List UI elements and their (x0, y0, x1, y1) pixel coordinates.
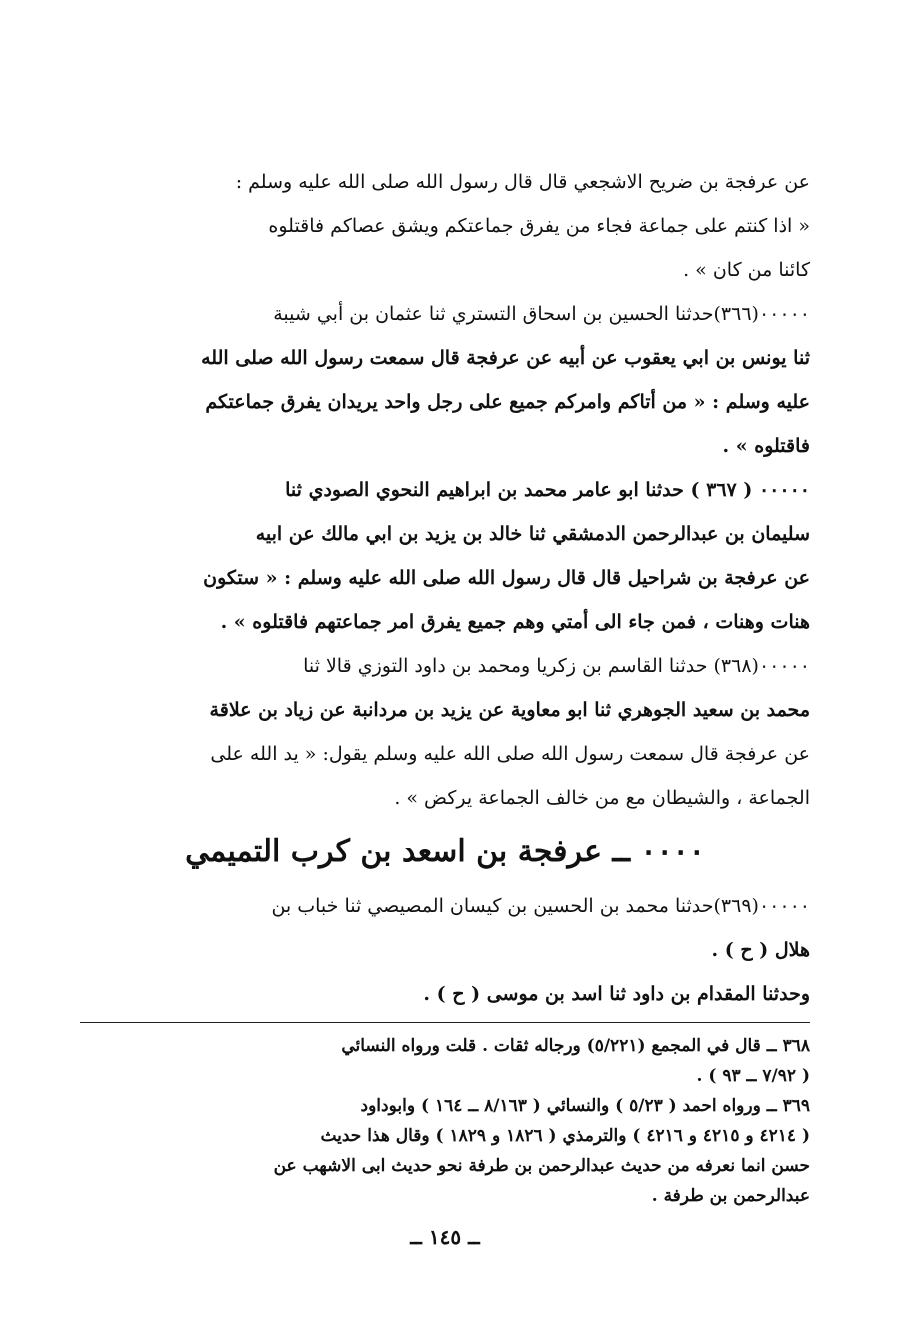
text-line: وحدثنا المقدام بن داود ثنا اسد بن موسى ( ح ) . (423, 983, 810, 1005)
hadith-366-line: ٠٠٠٠٠(٣٦٦)حدثنا الحسين بن اسحاق التستري ثنا عثمان بن أبي شيبة (273, 303, 810, 325)
text-line: عليه وسلم : « من أتاكم وامركم جميع على رجل واحد يريدان يفرق جماعتكم (205, 391, 810, 413)
text-line: محمد بن سعيد الجوهري ثنا ابو معاوية عن يزيد بن مردانبة عن زياد بن علاقة (209, 699, 810, 721)
footnote-line: ( ٤٢١٤ و ٤٢١٥ و ٤٢١٦ ) والترمذي ( ١٨٢٦ و ١٨٢٩ ) وقال هذا حديث (320, 1126, 810, 1146)
text-line: عن عرفجة بن ضريح الاشجعي قال قال رسول الله صلى الله عليه وسلم : (235, 171, 810, 193)
text-line: هنات وهنات ، فمن جاء الى أمتي وهم جميع يفرق امر جماعتهم فاقتلوه » . (220, 611, 810, 633)
text-line: ثنا يونس بن ابي يعقوب عن أبيه عن عرفجة قال سمعت رسول الله صلى الله (201, 347, 810, 369)
hadith-367-line: ٠٠٠٠٠ ( ٣٦٧ ) حدثنا ابو عامر محمد بن ابراهيم النحوي الصودي ثنا (285, 479, 810, 501)
text-line: « اذا كنتم على جماعة فجاء من يفرق جماعتكم ويشق عصاكم فاقتلوه (268, 215, 810, 237)
footnote-line: ٣٦٩ ــ ورواه احمد ( ٥/٢٣ ) والنسائي ( ٨/١٦٣ ــ ١٦٤ ) وابوداود (360, 1096, 810, 1116)
document-page (80, 160, 810, 1249)
text-line: عن عرفجة بن شراحيل قال قال رسول الله صلى الله عليه وسلم : « ستكون (203, 567, 810, 589)
text-line: كائنا من كان » . (683, 259, 810, 281)
text-line: الجماعة ، والشيطان مع من خالف الجماعة يركض » . (394, 787, 810, 809)
text-line: عن عرفجة قال سمعت رسول الله صلى الله عليه وسلم يقول: « يد الله على (210, 743, 810, 765)
page-number: ــ ١٤٥ ــ (410, 1225, 480, 1249)
footnote-line: ٣٦٨ ــ قال في المجمع (٥/٢٢١) ورجاله ثقات . قلت ورواه النسائي (341, 1036, 810, 1056)
text-line: سليمان بن عبدالرحمن الدمشقي ثنا خالد بن يزيد بن ابي مالك عن ابيه (255, 523, 810, 545)
footnotes (80, 1031, 810, 1211)
text-line: هلال ( ح ) . (711, 939, 810, 961)
text-line: فاقتلوه » . (722, 435, 810, 457)
footnote-line: ( ٧/٩٢ ــ ٩٣ ) . (696, 1066, 810, 1086)
hadith-369-line: ٠٠٠٠٠(٣٦٩)حدثنا محمد بن الحسين بن كيسان المصيصي ثنا خباب بن (271, 895, 810, 917)
footnote-divider (80, 1022, 810, 1023)
footnote-line: حسن انما نعرفه من حديث عبدالرحمن بن طرفة نحو حديث ابى الاشهب عن (273, 1156, 810, 1176)
main-text (80, 160, 810, 820)
section-heading: ٠٠٠٠ ــ عرفجة بن اسعد بن كرب التميمي (185, 834, 705, 869)
section-text (80, 884, 810, 1016)
hadith-368-line: ٠٠٠٠٠(٣٦٨) حدثنا القاسم بن زكريا ومحمد بن داود التوزي قالا ثنا (303, 655, 810, 677)
footnote-line: عبدالرحمن بن طرفة . (651, 1186, 810, 1206)
